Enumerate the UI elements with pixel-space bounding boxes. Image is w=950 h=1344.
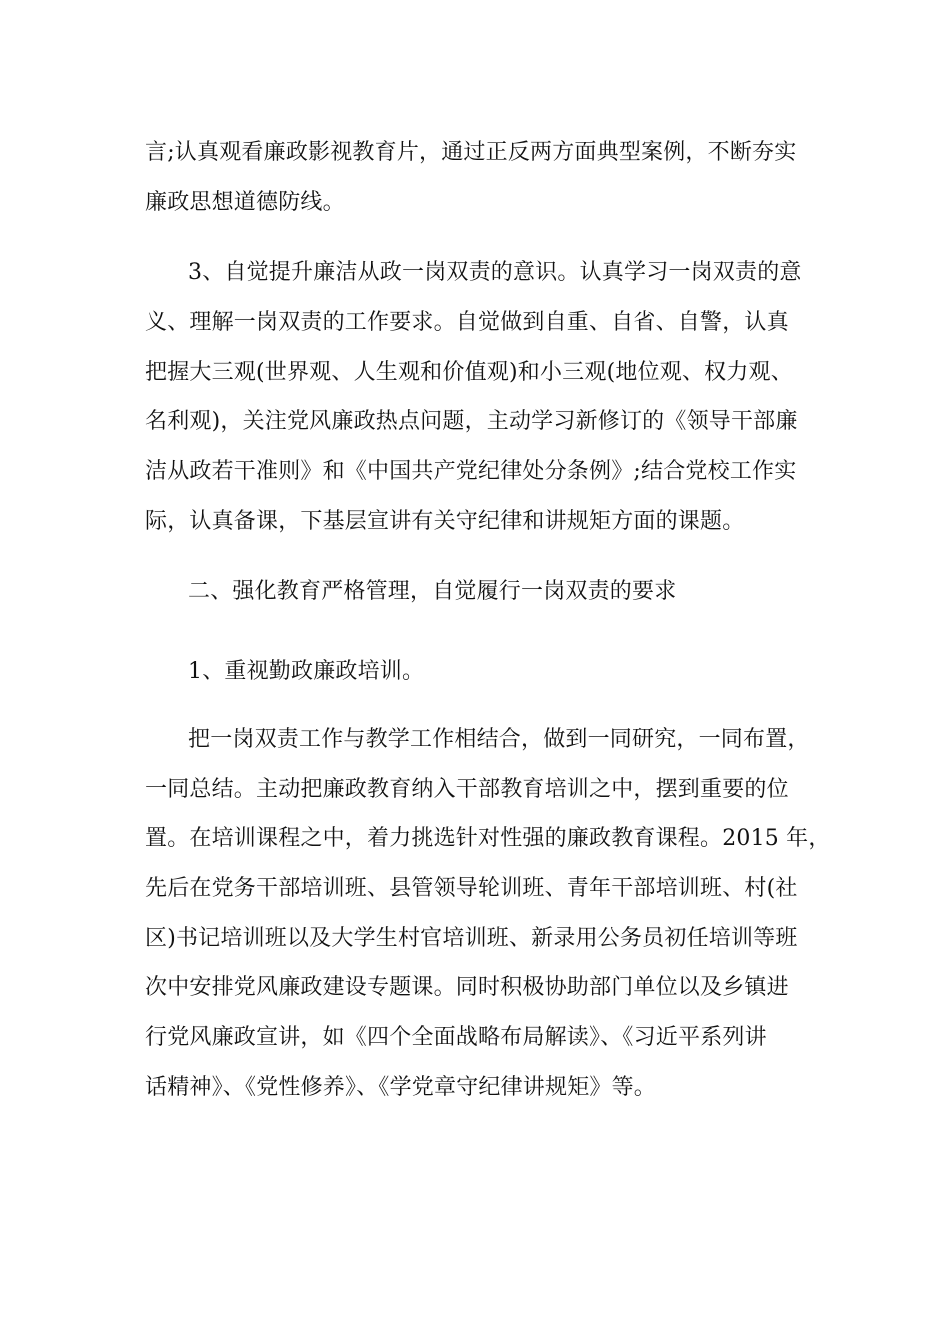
text-line: 一同总结。主动把廉政教育纳入干部教育培训之中，摆到重要的位 <box>145 777 789 802</box>
text-line: 先后在党务干部培训班、县管领导轮训班、青年干部培训班、村(社 <box>145 876 798 901</box>
subsection-heading: 1、重视勤政廉政培训。 <box>188 659 425 684</box>
text-line: 区)书记培训班以及大学生村官培训班、新录用公务员初任培训等班 <box>145 926 798 951</box>
text-line: 把一岗双责工作与教学工作相结合，做到一同研究，一同布置， <box>188 727 810 752</box>
text-line: 次中安排党风廉政建设专题课。同时积极协助部门单位以及乡镇进 <box>145 975 789 1000</box>
text-line: 把握大三观(世界观、人生观和价值观)和小三观(地位观、权力观、 <box>145 360 793 385</box>
text-line: 言;认真观看廉政影视教育片，通过正反两方面典型案例，不断夯实 <box>145 140 797 165</box>
text-line: 义、理解一岗双责的工作要求。自觉做到自重、自省、自警，认真 <box>145 310 789 335</box>
text-line: 际，认真备课，下基层宣讲有关守纪律和讲规矩方面的课题。 <box>145 509 745 534</box>
text-line: 洁从政若干准则》和《中国共产党纪律处分条例》;结合党校工作实 <box>145 459 797 484</box>
section-heading: 二、强化教育严格管理，自觉履行一岗双责的要求 <box>188 579 677 604</box>
text-line: 置。在培训课程之中，着力挑选针对性强的廉政教育课程。2015 年， <box>145 826 831 851</box>
text-line: 话精神》、《党性修养》、《学党章守纪律讲规矩》等。 <box>145 1075 657 1100</box>
text-line: 廉政思想道德防线。 <box>145 190 345 215</box>
text-line: 行党风廉政宣讲，如《四个全面战略布局解读》、《习近平系列讲 <box>145 1025 767 1050</box>
text-line: 3、自觉提升廉洁从政一岗双责的意识。认真学习一岗双责的意 <box>188 260 802 285</box>
text-line: 名利观)，关注党风廉政热点问题，主动学习新修订的《领导干部廉 <box>145 409 798 434</box>
